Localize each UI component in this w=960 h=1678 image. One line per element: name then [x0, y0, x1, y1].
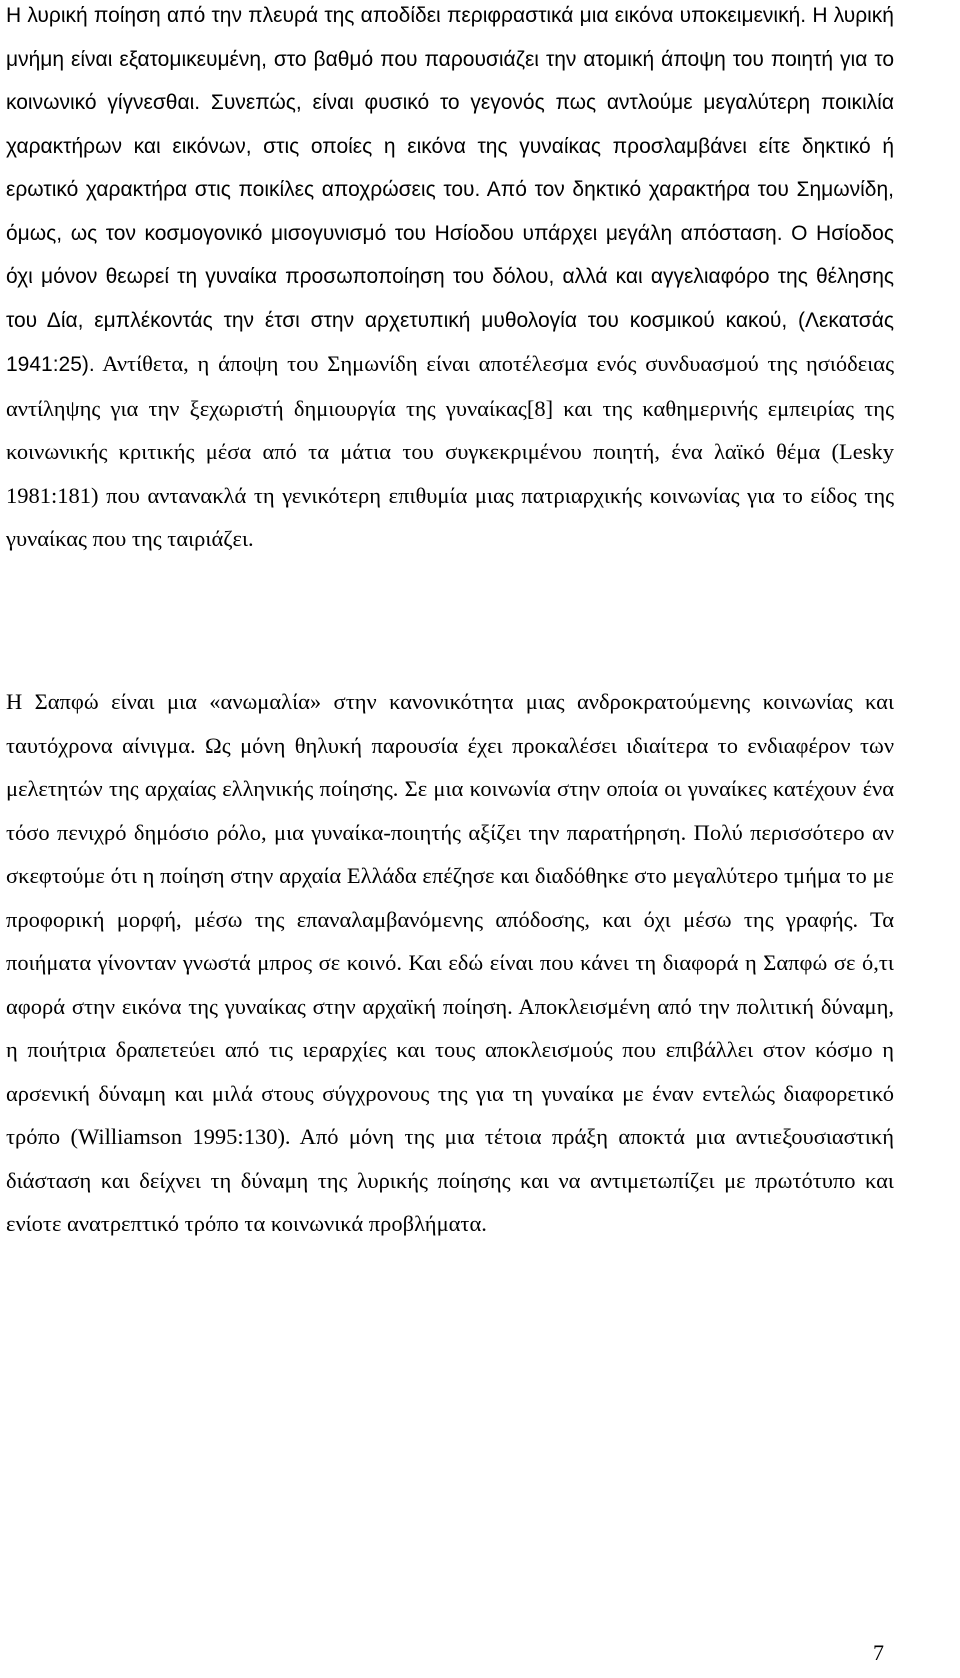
paragraph-1	[6, 0, 894, 561]
paragraph-2: Η Σαπφώ είναι μια «ανωμαλία» στην κανονικότητα μιας ανδροκρατούμενης κοινωνίας και ταυτόχρονα αίνιγμα. Ως μόνη θηλυκή παρουσία έχει προκαλέσει ιδιαίτερα το ενδιαφέρον των μελετητών της αρχαίας ελληνικής ποίησης. Σε μια κοινωνία στην οποία οι γυναίκες κατέχουν ένα τόσο πενιχρό δημόσιο ρόλο, μια γυναίκα-ποιητής αξίζει την παρατήρηση. Πολύ περισσότερο αν σκεφτούμε ότι η ποίηση στην αρχαία Ελλάδα επέζησε και διαδόθηκε στο μεγαλύτερο τμήμα το με προφορική μορφή, μέσω της επαναλαμβανόμενης απόδοσης, και όχι μέσω της γραφής. Τα ποιήματα γίνονταν γνωστά μπρος σε κοινό. Και εδώ είναι που κάνει τη διαφορά η Σαπφώ σε ό,τι αφορά στην εικόνα της γυναίκας στην αρχαϊκή ποίηση. Αποκλεισμένη από την πολιτική δύναμη, η ποιήτρια δραπετεύει από τις ιεραρχίες και τους αποκλεισμούς που επιβάλλει στον κόσμο η αρσενική δύναμη και μιλά στους σύγχρονους της για τη γυναίκα με έναν εντελώς διαφορετικό τρόπο (Williamson 1995:130). Από μόνη της μια τέτοια πράξη αποκτά μια αντιεξουσιαστική διάσταση και δείχνει τη δύναμη της λυρικής ποίησης και να αντιμετωπίζει με πρωτότυπο και ενίοτε ανατρεπτικό τρόπο τα κοινωνικά προβλήματα.	[6, 689, 894, 1236]
paragraph-1-serif-part: Αντίθετα, η άποψη του Σημωνίδη είναι αποτέλεσμα ενός συνδυασμού της ησιόδειας αντίληψης για την ξεχωριστή δημιουργία της γυναίκας[8] και της καθημερινής εμπειρίας της κοινωνικής κριτικής μέσα από τα μάτια του συγκεκριμένου ποιητή, ένα λαϊκό θέμα (Lesky 1981:181) που αντανακλά τη γενικότερη επιθυμία μιας πατριαρχικής κοινωνίας για το είδος της γυναίκας που της ταιριάζει.	[6, 351, 894, 551]
page-number: 7	[873, 1640, 884, 1665]
paragraph-1-sans-part: Η λυρική ποίηση από την πλευρά της αποδίδει περιφραστικά μια εικόνα υποκειμενική. Η λυρική μνήμη είναι εξατομικευμένη, στο βαθμό που παρουσιάζει την ατομική άποψη του ποιητή για το κοινωνικό γίγνεσθαι. Συνεπώς, είναι φυσικό το γεγονός πως αντλούμε μεγαλύτερη ποικιλία χαρακτήρων και εικόνων, στις οποίες η εικόνα της γυναίκας προσλαμβάνει είτε δηκτικό ή ερωτικό χαρακτήρα στις ποικίλες αποχρώσεις του. Από τον δηκτικό χαρακτήρα του Σημωνίδη, όμως, ως τον κοσμογονικό μισογυνισμό του Ησίοδου υπάρχει μεγάλη απόσταση. Ο Ησίοδος όχι μόνον θεωρεί τη γυναίκα προσωποποίηση του δόλου, αλλά και αγγελιαφόρο της θέλησης του Δία, εμπλέκοντάς την έτσι στην αρχετυπική μυθολογία του κοσμικού κακού, (Λεκατσάς 1941:25).	[6, 4, 894, 376]
